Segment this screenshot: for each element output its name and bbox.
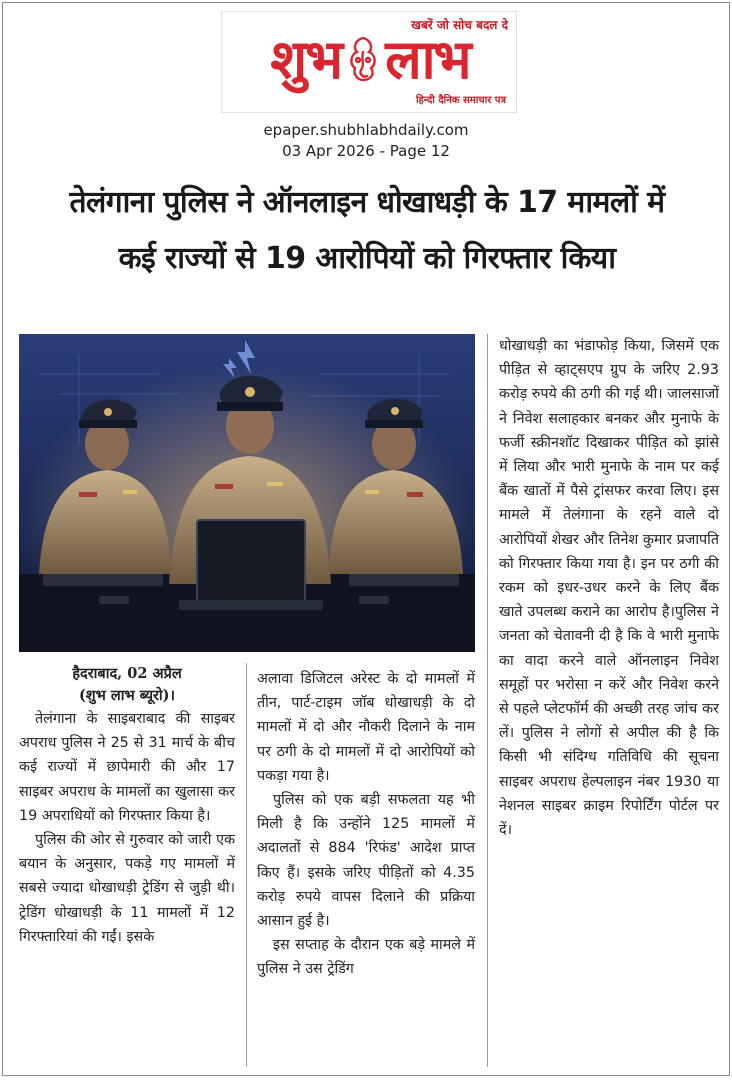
logo-wordmark xyxy=(226,30,514,90)
source-date-page: 03 Apr 2026 - Page 12 xyxy=(282,142,450,160)
epaper-clipping xyxy=(2,2,730,1076)
masthead-logo xyxy=(221,11,517,113)
article-column-1 xyxy=(19,663,235,949)
article-photo xyxy=(19,334,475,652)
masthead-subtitle: हिन्दी दैनिक समाचार पत्र xyxy=(415,95,506,106)
article-column-3 xyxy=(499,334,719,842)
ganesha-emblem-icon xyxy=(343,34,383,86)
article-paragraph: अलावा डिजिटल अरेस्ट के दो मामलों में तीन, पार्ट-टाइम जॉब धोखाधड़ी के दो मामलों में दो और नौकरी दिलाने के नाम पर ठगी के दो मामलों में दो आरोपियों को पकड़ा गया है। xyxy=(257,671,475,784)
article-paragraph: धोखाधड़ी का भंडाफोड़ किया, जिसमें एक पीड़ित से व्हाट्सएप ग्रुप के जरिए 2.93 करोड़ रुपये की ठगी की गई थी। जालसाजों ने निवेश सलाहकार बनकर और मुनाफे के फर्जी स्क्रीनशॉट दिखाकर पीड़ित को झांसे में लिया और भारी मुनाफे के नाम पर कई बैंक खातों में पैसे ट्रांसफर करवा लिए। इस मामले में तेलंगाना के रहने वाले दो आरोपियों शेखर और तिनेश कुमार प्रजापति को गिरफ्तार किया गया है। इन पर ठगी की रकम को इधर-उधर करने के लिए बैंक खाते उपलब्ध कराने का आरोप है।पुलिस ने जनता को चेतावनी दी है कि वे भारी मुनाफे का वादा करने वाले ऑनलाइन निवेश समूहों पर भरोसा न करें और निवेश करने से पहले प्लेटफॉर्म की अच्छी तरह जांच कर लें। पुलिस ने लोगों से अपील की है कि किसी भी संदिग्ध गतिविधि की सूचना साइबर अपराध हेल्पलाइन नंबर 1930 या नेशनल साइबर क्राइम रिपोर्टिंग पोर्टल पर दें। xyxy=(499,338,719,839)
article-paragraph: पुलिस की ओर से गुरुवार को जारी एक बयान के अनुसार, पकड़े गए मामलों में सबसे ज्यादा धोखाधड़ी ट्रेडिंग से जुड़ी थी। ट्रेडिंग धोखाधड़ी के 11 मामलों में 12 गिरफ्तारियां की गईं। इसके xyxy=(19,832,235,945)
column-divider-1 xyxy=(246,663,247,1067)
laptop xyxy=(179,520,323,610)
column-divider-2 xyxy=(487,334,488,1067)
logo-word-shubh: शुभ xyxy=(270,28,342,91)
dateline-place-date: हैदराबाद, 02 अप्रैल xyxy=(72,665,182,682)
logo-word-labh: लाभ xyxy=(385,28,470,91)
dateline-bureau: (शुभ लाभ ब्यूरो)। xyxy=(78,687,176,704)
police-cyber-photo xyxy=(19,334,475,652)
headline-line-1: तेलंगाना पुलिस ने ऑनलाइन धोखाधड़ी के 17 मामलों में xyxy=(69,185,665,220)
masthead-tagline: खबरें जो सोच बदल दे xyxy=(411,18,508,32)
article-dateline xyxy=(19,663,235,707)
article-column-2 xyxy=(257,667,475,982)
source-url[interactable]: epaper.shubhlabhdaily.com xyxy=(263,121,469,139)
headline-line-2: कई राज्यों से 19 आरोपियों को गिरफ्तार किया xyxy=(118,241,616,276)
article-paragraph: तेलंगाना के साइबराबाद की साइबर अपराध पुलिस ने 25 से 31 मार्च के बीच कई राज्यों में छापेमारी की और 17 साइबर अपराध के मामलों का खुलासा कर 19 अपराधियों को गिरफ्तार किया है। xyxy=(19,711,235,824)
article-paragraph: इस सप्ताह के दौरान एक बड़े मामले में पुलिस ने उस ट्रेडिंग xyxy=(257,937,475,978)
article-paragraph: पुलिस को एक बड़ी सफलता यह भी मिली है कि उन्होंने 125 मामलों में अदालतों से 884 'रिफंड' आदेश प्राप्त किए हैं। इसके जरिए पीड़ितों को 4.35 करोड़ रुपये वापस दिलाने की प्रक्रिया आसान हुई है। xyxy=(257,792,475,930)
article-headline xyxy=(13,175,721,287)
